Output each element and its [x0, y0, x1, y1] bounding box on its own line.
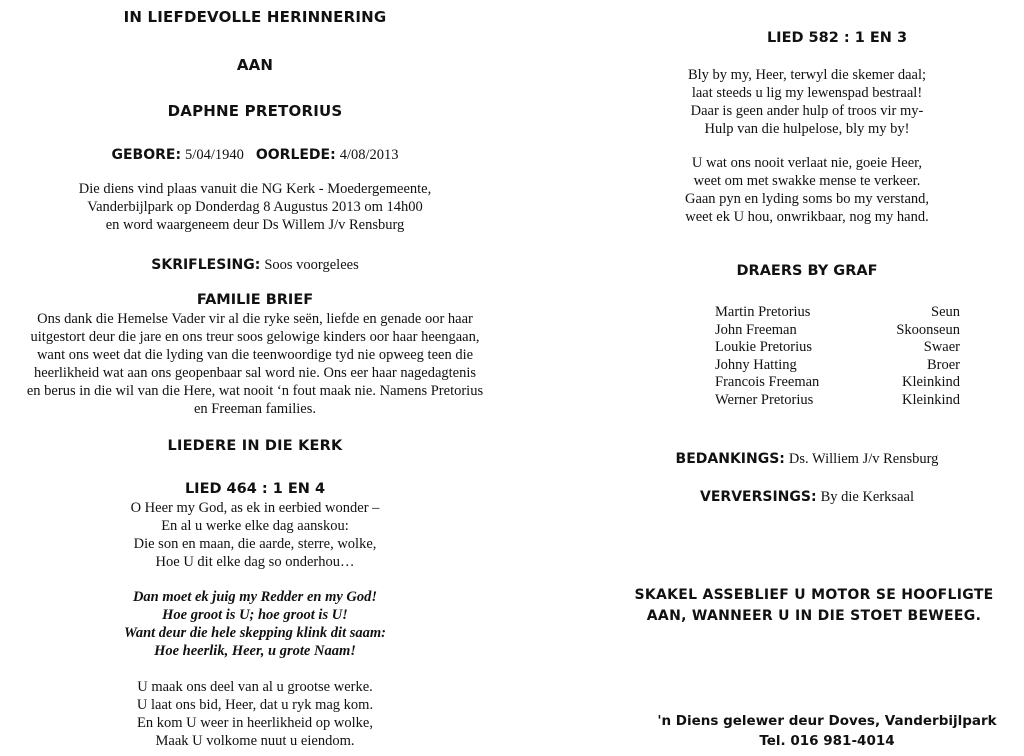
to-label: AAN [236, 56, 274, 74]
bearer-row [715, 304, 960, 322]
left-page [0, 0, 510, 756]
song-464-verse-1 [0, 499, 510, 571]
memorial-title: IN LIEFDEVOLLE HERINNERING [123, 8, 387, 26]
song-464-title: LIED 464 : 1 EN 4 [184, 481, 326, 497]
refreshments-label: VERVERSINGS: [700, 489, 817, 505]
bearer-row [715, 322, 960, 340]
service-details [0, 180, 510, 234]
funeral-service-footer [630, 711, 1024, 751]
bearer-row [715, 392, 960, 410]
chorus-line: Dan moet ek juig my Redder en my God! [132, 589, 378, 605]
bearer-relation: Kleinkind [902, 374, 960, 391]
bearer-relation: Broer [926, 356, 960, 373]
scripture-reading [0, 256, 510, 274]
letter-line: en Freeman families. [194, 401, 316, 417]
footer-phone: Tel. 016 981-4014 [759, 733, 895, 749]
deceased-name: DAPHNE PRETORIUS [167, 102, 343, 120]
bearer-name: Loukie Pretorius [715, 339, 813, 356]
verse-line: Maak U volkome nuut u eiendom. [155, 733, 355, 749]
headlights-notice [604, 585, 1024, 627]
bearer-name: John Freeman [715, 321, 797, 338]
notice-line: AAN, WANNEER U IN DIE STOET BEWEEG. [646, 608, 982, 624]
service-line: Die diens vind plaas vanuit die NG Kerk - Moedergemeente, [78, 181, 432, 197]
born-value: 5/04/1940 [185, 147, 244, 163]
footer-provider: 'n Diens gelewer deur Doves, Vanderbijlpark [657, 713, 997, 729]
verse-line: U wat ons nooit verlaat nie, goeie Heer, [691, 155, 923, 171]
dates-line [0, 146, 510, 164]
born-label: GEBORE: [111, 147, 182, 163]
letter-line: uitgestort deur die jare en ons treur soos gelowige kinders oor haar heengaan, [30, 329, 480, 345]
died-label: OORLEDE: [255, 147, 336, 163]
bearer-name: Martin Pretorius [715, 304, 811, 320]
chorus-line: Hoe groot is U; hoe groot is U! [162, 607, 348, 623]
bearer-name: Johny Hatting [715, 356, 797, 373]
chorus-line: Want deur die hele skepping klink dit saam: [124, 625, 386, 641]
bearers-list [715, 304, 960, 410]
verse-line: Bly by my, Heer, terwyl die skemer daal; [687, 67, 927, 83]
chorus-line: Hoe heerlik, Heer, u grote Naam! [154, 643, 356, 659]
songs-title: LIEDERE IN DIE KERK [167, 438, 343, 454]
bearer-relation: Swaer [923, 339, 960, 356]
bearer-name: Francois Freeman [715, 374, 820, 391]
right-page [660, 0, 1024, 756]
verse-line: En al u werke elke dag aanskou: [161, 518, 349, 534]
song-582-title: LIED 582 : 1 EN 3 [766, 30, 908, 46]
verse-line: Hulp van die hulpelose, bly my by! [704, 121, 910, 137]
refreshments-value: By die Kerksaal [820, 489, 914, 505]
refreshments-line [620, 488, 994, 506]
song-582-verse-1 [620, 66, 994, 138]
song-582-verse-3 [620, 154, 994, 226]
verse-line: O Heer my God, as ek in eerbied wonder – [130, 500, 380, 516]
letter-line: want ons weet dat die lyding van die teenwoordige tyd nie opweeg teen die [36, 347, 474, 363]
notice-line: SKAKEL ASSEBLIEF U MOTOR SE HOOFLIGTE [634, 587, 994, 603]
verse-line: U maak ons deel van al u grootse werke. [137, 679, 373, 695]
verse-line: Daar is geen ander hulp of troos vir my- [690, 103, 924, 119]
bearer-relation: Kleinkind [902, 391, 960, 408]
verse-line: weet om met swakke mense te verkeer. [693, 173, 921, 189]
service-line: Vanderbijlpark op Donderdag 8 Augustus 2013 om 14h00 [87, 199, 423, 215]
verse-line: U laat ons bid, Heer, dat u ryk mag kom. [136, 697, 374, 713]
family-letter [0, 310, 510, 418]
song-464-verse-4 [0, 678, 510, 750]
bearer-row [715, 357, 960, 375]
letter-line: Ons dank die Hemelse Vader vir al die ryke seën, liefde en genade oor haar [37, 311, 473, 327]
letter-line: en berus in die wil van die Here, wat nooit ‘n fout maak nie. Namens Pretorius [26, 383, 484, 399]
thanks-value: Ds. Williem J/v Rensburg [788, 451, 939, 467]
verse-line: Gaan pyn en lyding soms bo my verstand, [684, 191, 930, 207]
verse-line: En kom U weer in heerlikheid op wolke, [137, 715, 373, 731]
bearer-name: Werner Pretorius [715, 391, 814, 408]
verse-line: weet ek U hou, onwrikbaar, nog my hand. [685, 209, 929, 225]
thanks-label: BEDANKINGS: [675, 451, 785, 467]
reading-value: Soos voorgelees [264, 257, 359, 273]
bearer-row [715, 339, 960, 357]
family-letter-title: FAMILIE BRIEF [196, 292, 314, 308]
song-464-chorus [0, 588, 510, 660]
verse-line: Die son en maan, die aarde, sterre, wolke, [133, 536, 377, 552]
thanks-line [620, 450, 994, 468]
bearer-relation: Seun [931, 304, 960, 320]
service-line: en word waargeneem deur Ds Willem J/v Rensburg [105, 217, 405, 233]
bearer-relation: Skoonseun [896, 321, 960, 338]
bearers-title: DRAERS BY GRAF [736, 263, 878, 279]
verse-line: Hoe U dit elke dag so onderhou… [155, 554, 355, 570]
reading-label: SKRIFLESING: [151, 257, 261, 273]
bearer-row [715, 374, 960, 392]
died-value: 4/08/2013 [339, 147, 399, 163]
verse-line: laat steeds u lig my lewenspad bestraal! [691, 85, 923, 101]
letter-line: heerlikheid wat aan ons geopenbaar sal word nie. Ons eer haar nagedagtenis [33, 365, 477, 381]
